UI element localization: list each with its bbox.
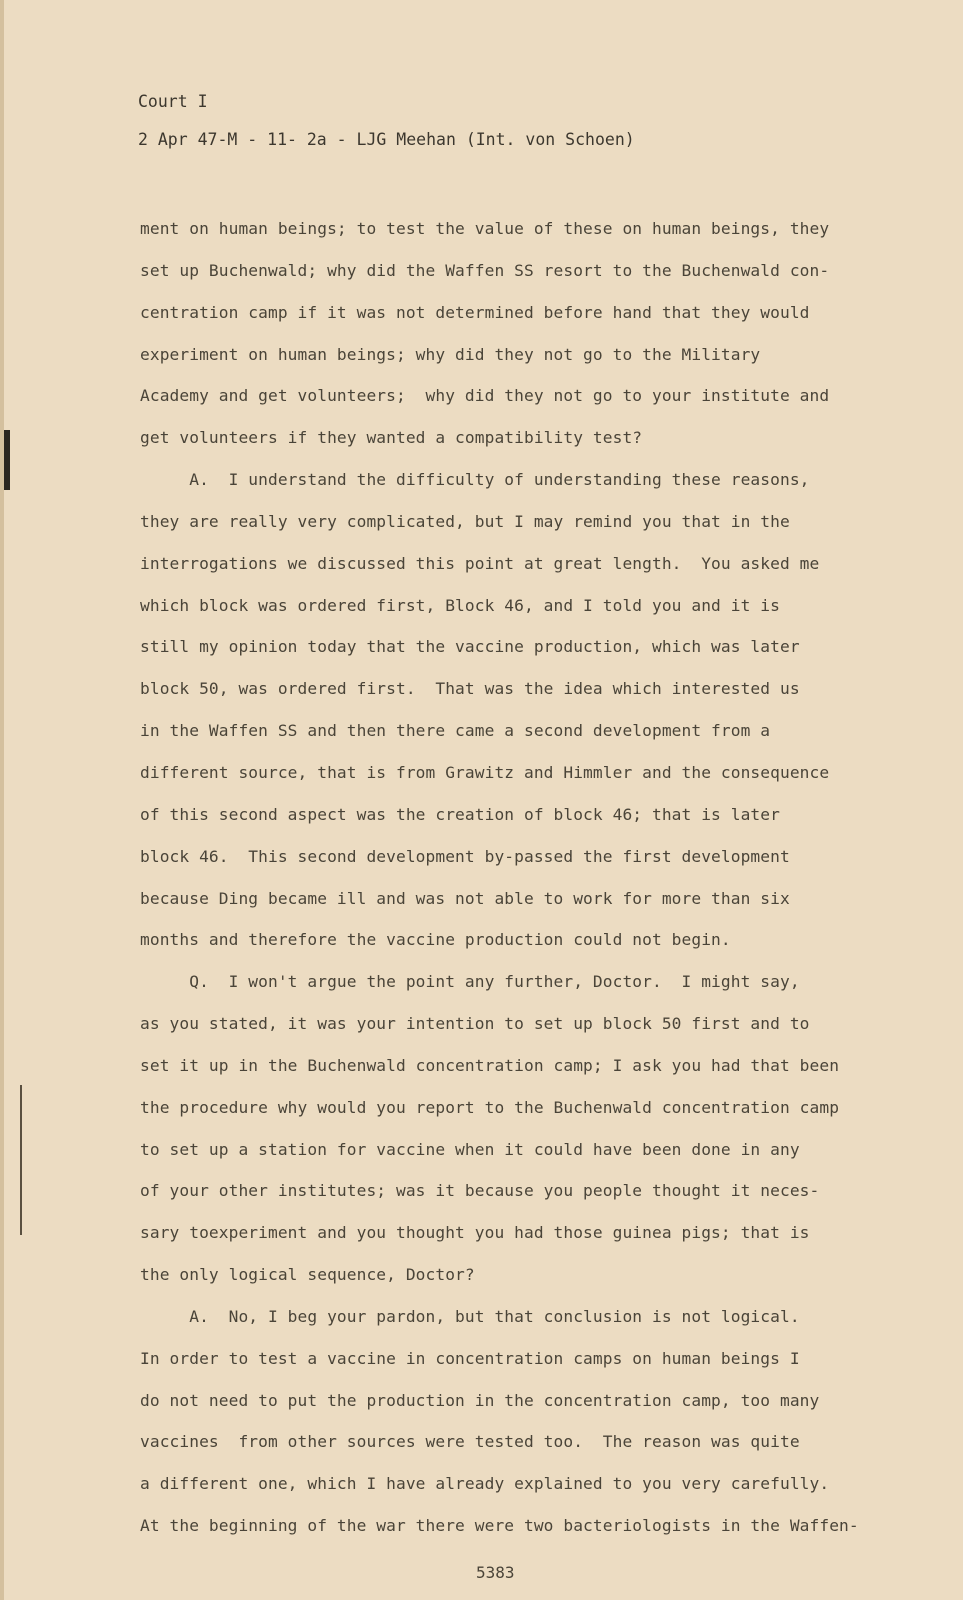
transcript-line: A. I understand the difficulty of understanding these reasons,	[140, 470, 810, 490]
transcript-line: as you stated, it was your intention to set up block 50 first and to	[140, 1014, 810, 1034]
transcript-line: get volunteers if they wanted a compatibility test?	[140, 428, 643, 448]
transcript-line: which block was ordered first, Block 46, and I told you and it is	[140, 595, 780, 615]
transcript-line: different source, that is from Grawitz and Himmler and the consequence	[140, 762, 830, 782]
transcript-line: set it up in the Buchenwald concentration camp; I ask you had that been	[140, 1055, 840, 1075]
transcript-line: vaccines from other sources were tested too. The reason was quite	[140, 1432, 800, 1452]
court-label: Court I	[138, 92, 208, 111]
transcript-line: they are really very complicated, but I may remind you that in the	[140, 511, 790, 531]
transcript-line: At the beginning of the war there were two bacteriologists in the Waffen-	[140, 1516, 859, 1536]
transcript-line: set up Buchenwald; why did the Waffen SS resort to the Buchenwald con-	[140, 260, 830, 280]
left-edge-shadow	[4, 430, 10, 490]
transcript-body	[140, 208, 920, 1547]
transcript-line: still my opinion today that the vaccine production, which was later	[140, 637, 800, 657]
transcript-line: months and therefore the vaccine production could not begin.	[140, 930, 731, 950]
transcript-line: centration camp if it was not determined before hand that they would	[140, 302, 810, 322]
transcript-line: block 46. This second development by-passed the first development	[140, 846, 790, 866]
transcript-line: A. No, I beg your pardon, but that conclusion is not logical.	[140, 1306, 800, 1326]
transcript-line: block 50, was ordered first. That was the idea which interested us	[140, 679, 800, 699]
transcript-line: of this second aspect was the creation of block 46; that is later	[140, 804, 780, 824]
transcript-line: do not need to put the production in the concentration camp, too many	[140, 1390, 820, 1410]
transcript-line: the only logical sequence, Doctor?	[140, 1265, 475, 1285]
transcript-line: a different one, which I have already explained to you very carefully.	[140, 1474, 830, 1494]
transcript-line: Q. I won't argue the point any further, Doctor. I might say,	[140, 972, 800, 992]
transcript-line: the procedure why would you report to the Buchenwald concentration camp	[140, 1097, 840, 1117]
transcript-line: sary toexperiment and you thought you had those guinea pigs; that is	[140, 1223, 810, 1243]
transcript-line: In order to test a vaccine in concentration camps on human beings I	[140, 1348, 800, 1368]
transcript-line: to set up a station for vaccine when it could have been done in any	[140, 1139, 800, 1159]
session-reference: 2 Apr 47-M - 11- 2a - LJG Meehan (Int. von Schoen)	[138, 130, 635, 149]
transcript-line: interrogations we discussed this point at great length. You asked me	[140, 553, 820, 573]
left-edge-shadow	[20, 1085, 22, 1235]
transcript-line: Academy and get volunteers; why did they not go to your institute and	[140, 386, 830, 406]
transcript-line: because Ding became ill and was not able to work for more than six	[140, 888, 790, 908]
transcript-line: ment on human beings; to test the value of these on human beings, they	[140, 219, 830, 238]
transcript-line: experiment on human beings; why did they not go to the Military	[140, 344, 761, 364]
transcript-line: of your other institutes; was it because you people thought it neces-	[140, 1181, 820, 1201]
transcript-line: in the Waffen SS and then there came a second development from a	[140, 721, 771, 741]
page-number: 5383	[476, 1563, 515, 1582]
